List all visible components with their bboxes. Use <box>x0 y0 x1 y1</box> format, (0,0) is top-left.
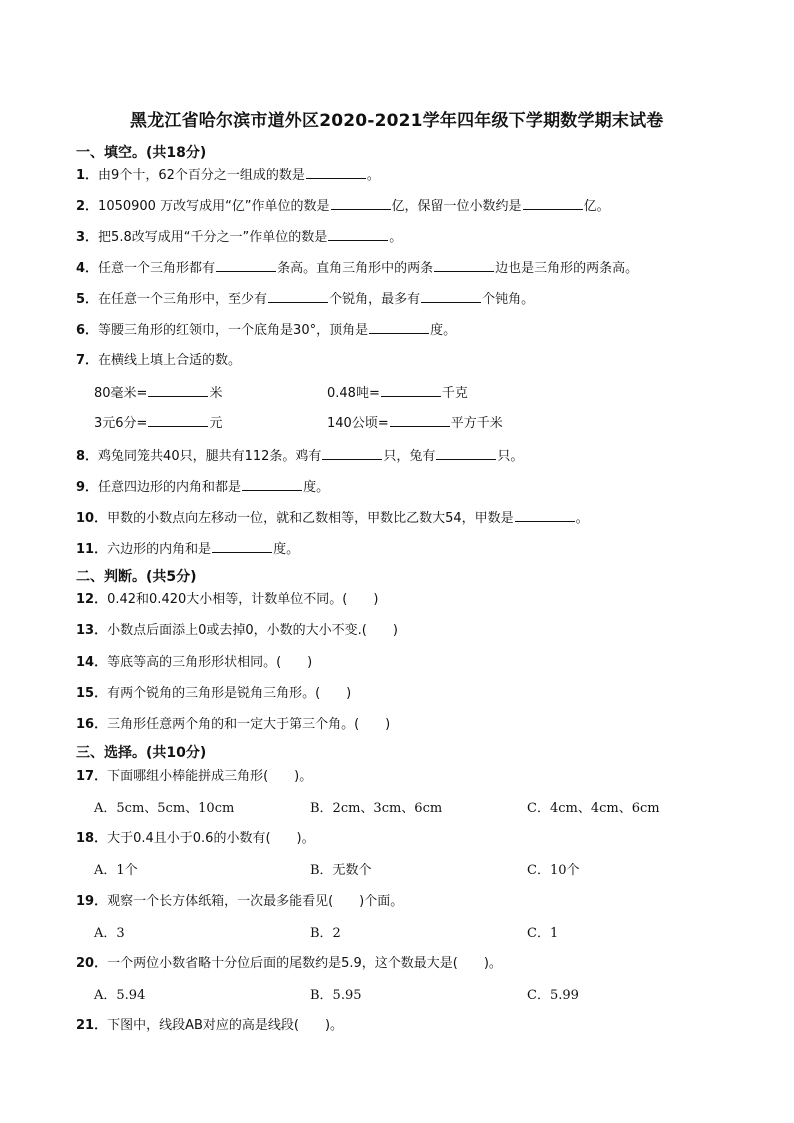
question-1: 1．由9个十，62个百分之一组成的数是 。 <box>76 168 380 183</box>
answer-blank[interactable] <box>216 259 276 272</box>
question-3: 3．把5.8改写成用“千分之一”作单位的数是 。 <box>76 230 403 245</box>
answer-blank[interactable] <box>242 478 302 491</box>
question-17: 17．下面哪组小棒能拼成三角形( )。 <box>76 769 313 784</box>
choice-b[interactable]: B．无数个 <box>310 863 372 878</box>
answer-blank[interactable] <box>381 384 441 397</box>
answer-blank[interactable] <box>306 166 366 179</box>
question-20: 20．一个两位小数省略十分位后面的尾数约是5.9，这个数最大是( )。 <box>76 956 502 971</box>
question-10: 10．甲数的小数点向左移动一位，就和乙数相等，甲数比乙数大54，甲数是 。 <box>76 511 589 526</box>
exam-title: 黑龙江省哈尔滨市道外区2020-2021学年四年级下学期数学期末试卷 <box>130 111 664 131</box>
question-5: 5．在任意一个三角形中，至少有 个锐角，最多有 个钝角。 <box>76 292 535 307</box>
answer-blank[interactable] <box>523 197 583 210</box>
choice-a[interactable]: A．5cm、5cm、10cm <box>94 801 235 816</box>
question-12: 12．0.42和0.420大小相等，计数单位不同。( ) <box>76 592 379 607</box>
answer-blank[interactable] <box>369 321 429 334</box>
choice-c[interactable]: C．10个 <box>527 863 580 878</box>
choice-b[interactable]: B．5.95 <box>310 988 362 1003</box>
choice-a[interactable]: A．5.94 <box>94 988 146 1003</box>
section-1-heading: 一、填空。(共18分) <box>76 145 207 161</box>
question-18: 18．大于0.4且小于0.6的小数有( )。 <box>76 831 315 846</box>
question-7: 7．在横线上填上合适的数。 <box>76 353 242 368</box>
choice-a[interactable]: A．3 <box>94 926 125 941</box>
question-15: 15．有两个锐角的三角形是锐角三角形。( ) <box>76 686 352 701</box>
answer-blank[interactable] <box>390 414 450 427</box>
question-11: 11．六边形的内角和是 度。 <box>76 542 300 557</box>
question-6: 6．等腰三角形的红领巾，一个底角是30°，顶角是 度。 <box>76 323 457 338</box>
choice-c[interactable]: C．1 <box>527 926 559 941</box>
answer-blank[interactable] <box>331 197 391 210</box>
answer-blank[interactable] <box>322 447 382 460</box>
question-4: 4．任意一个三角形都有 条高。直角三角形中的两条 边也是三角形的两条高。 <box>76 261 639 276</box>
answer-blank[interactable] <box>328 228 388 241</box>
choice-c[interactable]: C．4cm、4cm、6cm <box>527 801 660 816</box>
q7-item-hectare: 140公顷= 平方千米 <box>327 416 503 431</box>
section-2-heading: 二、判断。(共5分) <box>76 569 197 585</box>
question-2: 2．1050900 万改写成用“亿”作单位的数是 亿，保留一位小数约是 亿。 <box>76 199 610 214</box>
question-9: 9．任意四边形的内角和都是 度。 <box>76 480 330 495</box>
question-14: 14．等底等高的三角形形状相同。( ) <box>76 655 313 670</box>
question-16: 16．三角形任意两个角的和一定大于第三个角。( ) <box>76 717 391 732</box>
answer-blank[interactable] <box>268 290 328 303</box>
choice-a[interactable]: A．1个 <box>94 863 138 878</box>
choice-b[interactable]: B．2cm、3cm、6cm <box>310 801 443 816</box>
choice-b[interactable]: B．2 <box>310 926 341 941</box>
q7-item-yuan: 3元6分= 元 <box>94 416 223 431</box>
choice-c[interactable]: C．5.99 <box>527 988 579 1003</box>
question-21: 21．下图中，线段AB对应的高是线段( )。 <box>76 1018 344 1033</box>
answer-blank[interactable] <box>212 540 272 553</box>
answer-blank[interactable] <box>148 384 208 397</box>
question-19: 19．观察一个长方体纸箱，一次最多能看见( )个面。 <box>76 894 404 909</box>
answer-blank[interactable] <box>436 447 496 460</box>
answer-blank[interactable] <box>434 259 494 272</box>
q7-item-ton: 0.48吨= 千克 <box>327 386 468 401</box>
answer-blank[interactable] <box>515 509 575 522</box>
answer-blank[interactable] <box>421 290 481 303</box>
answer-blank[interactable] <box>148 414 208 427</box>
question-8: 8．鸡兔同笼共40只，腿共有112条。鸡有 只，兔有 只。 <box>76 449 524 464</box>
section-3-heading: 三、选择。(共10分) <box>76 745 207 761</box>
question-13: 13．小数点后面添上0或去掉0，小数的大小不变.( ) <box>76 623 398 638</box>
q7-item-mm: 80毫米= 米 <box>94 386 223 401</box>
